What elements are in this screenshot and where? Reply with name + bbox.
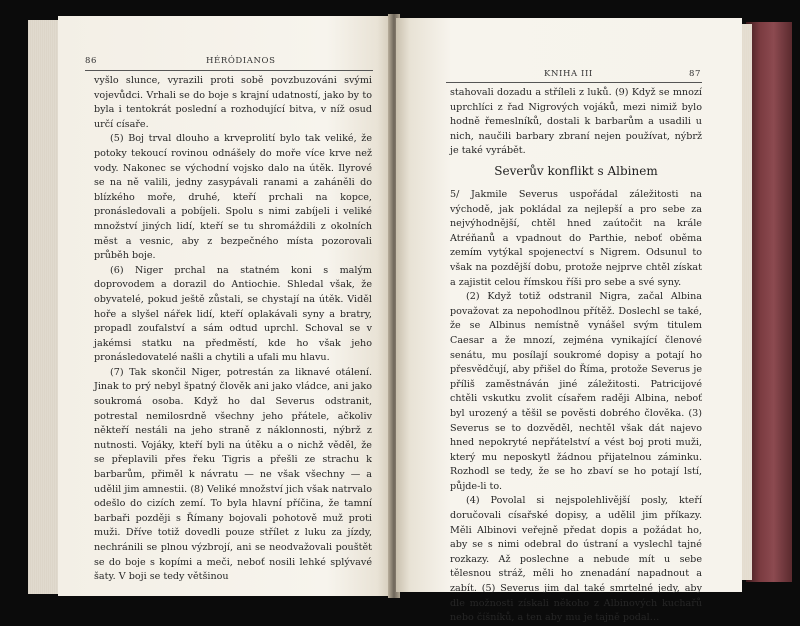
left-running-head: HÉRÓDIANOS [206, 56, 276, 66]
left-page-number: 86 [85, 56, 98, 66]
left-paragraph: (7) Tak skončil Niger, potrestán za liknavé otálení. Jinak to prý nebyl špatný člověk ani jako vládce, ani jako soukromá osoba. Když ho dal Severus odstranit, potrestal nemilosrdně všechny jeho přátele, ačkoliv někteří nestáli na jeho straně z náklonnosti, nýbrž z nutnosti. Vojáky, kteří byli na útěku a o nichž věděl, že se přeplavili přes řeku Tigris a přešli ze strachu k barbarům, přiměl k návratu — ne však všechny — a udělil jim amnestii. (8) Veliké množství jich však natrvalo odešlo do cizích zemí. To byla hlavní příčina, že tamní barbaři později s Římany bojovali pohotově muž proti muži. Dříve totiž dovedli pouze střílet z luku za jízdy, nechránili se plnou výzbrojí, ani se neodvažovali pouštět se do boje s kopími a meči, neboť nosili lehké splývavé šaty. V boji se tedy většinou [94, 366, 372, 583]
section-title: Severův konflikt s Albinem [494, 164, 658, 178]
left-paragraph: (5) Boj trval dlouho a krveprolití bylo tak veliké, že potoky tekoucí rovinou odnášely do moře více krve než vody. Nakonec se východní vojsko dalo na útěk. Ilyrové se na ně valili, jedny zasypávali ranami a zaháněli do blízkého moře, druhé, kteří prchali na kopce, pronásledovali a pobíjeli. Spolu s nimi zabíjeli i veliké množství jiných lidí, kteří se tu shromáždili z okolních měst a vesnic, aby z bezpečného místa pozorovali průběh boje. [94, 133, 372, 262]
right-paragraph: (2) Když totiž odstranil Nigra, začal Albina považovat za nepohodlnou přítěž. Doslechl se také, že se Albinus nemístně vynášel svým titulem Caesar a že mnozí, zejména vynikající členové senátu, mu posílají soukromé dopisy a potají ho přesvědčují, aby přišel do Říma, protože Severus je příliš zaměstnáván jiné záležitosti. Patricijové chtěli vskutku zvolit císařem raději Albina, neboť byl urozený a těšil se pověsti dobrého člověka. (3) Severus se to dozvěděl, nechtěl však dát najevo hned nepokryté nepřátelství a vést boj proti muži, který mu neposkytl žádnou přijatelnou záminku. Rozhodl se tedy, že se ho zbaví se ho potají lstí, půjde-li to. [450, 291, 702, 492]
left-paragraph: (6) Niger prchal na statném koni s malým doprovodem a dorazil do Antiochie. Shledal však, že obyvatelé, pokud ještě zůstali, se chystají na útěk. Viděl hoře a slyšel nářek lidí, kteří oplakávali syny a bratry, propadl zoufalství a sám odtud uprchl. Schoval se v jakémsi statku na předměstí, kde ho však jeho pronásledovatelé našli a chytili a ufali mu hlavu. [94, 264, 372, 364]
left-header-rule [85, 70, 373, 71]
right-header-rule [446, 82, 702, 83]
right-page [396, 18, 742, 624]
right-running-head: KNIHA III [544, 69, 593, 79]
book-cover-edge [746, 22, 792, 582]
right-paragraph: 5/ Jakmile Severus uspořádal záležitosti na východě, jak pokládal za nejlepší a pro sebe za nejvýhodnější, chtěl hned zaútočit na krále Atréňanů a vpadnout do Parthie, neboť oběma zemím vytýkal spojenectví s Nigrem. Odsunul to však na pozdější dobu, protože nejprve chtěl získat a zajistit celou římskou říši pro sebe a své syny. [450, 189, 702, 288]
right-body-text [450, 188, 702, 626]
left-body-text [94, 74, 372, 585]
left-page [58, 16, 394, 596]
right-paragraph: stahovali dozadu a stříleli z luků. (9) Když se mnozí uprchlíci z řad Nigrových vojáků, mezi nimiž bylo hodně řemeslníků, dostali k barbarům a usadili u nich, naučili barbary zbraní nejen používat, nýbrž je také vyrábět. [450, 87, 702, 157]
right-page-number: 87 [689, 69, 702, 79]
left-page-stack [28, 20, 60, 594]
right-top-text [450, 86, 702, 159]
left-paragraph: vyšlo slunce, vyrazili proti sobě povzbuzováni svými vojevůdci. Vrhali se do boje s krajní udatností, jako by to byla i tentokrát poslední a rozhodující bitva, v níž osud určí císaře. [94, 75, 372, 130]
right-paragraph: (4) Povolal si nejspolehlivější posly, kteří doručovali císařské dopisy, a udělil jim příkazy. Měli Albinovi veřejně předat dopis a požádat ho, aby se s nimi odebral do ústraní a vyslechl tajné rozkazy. Až poslechne a nebude mít u sebe tělesnou stráž, měli ho znenadání napadnout a zabít. (5) Severus jim dal také smrtelné jedy, aby dle možnosti získali někoho z Albinových kuchařů nebo číšníků, a ten aby mu je tajně podal… [450, 495, 702, 624]
